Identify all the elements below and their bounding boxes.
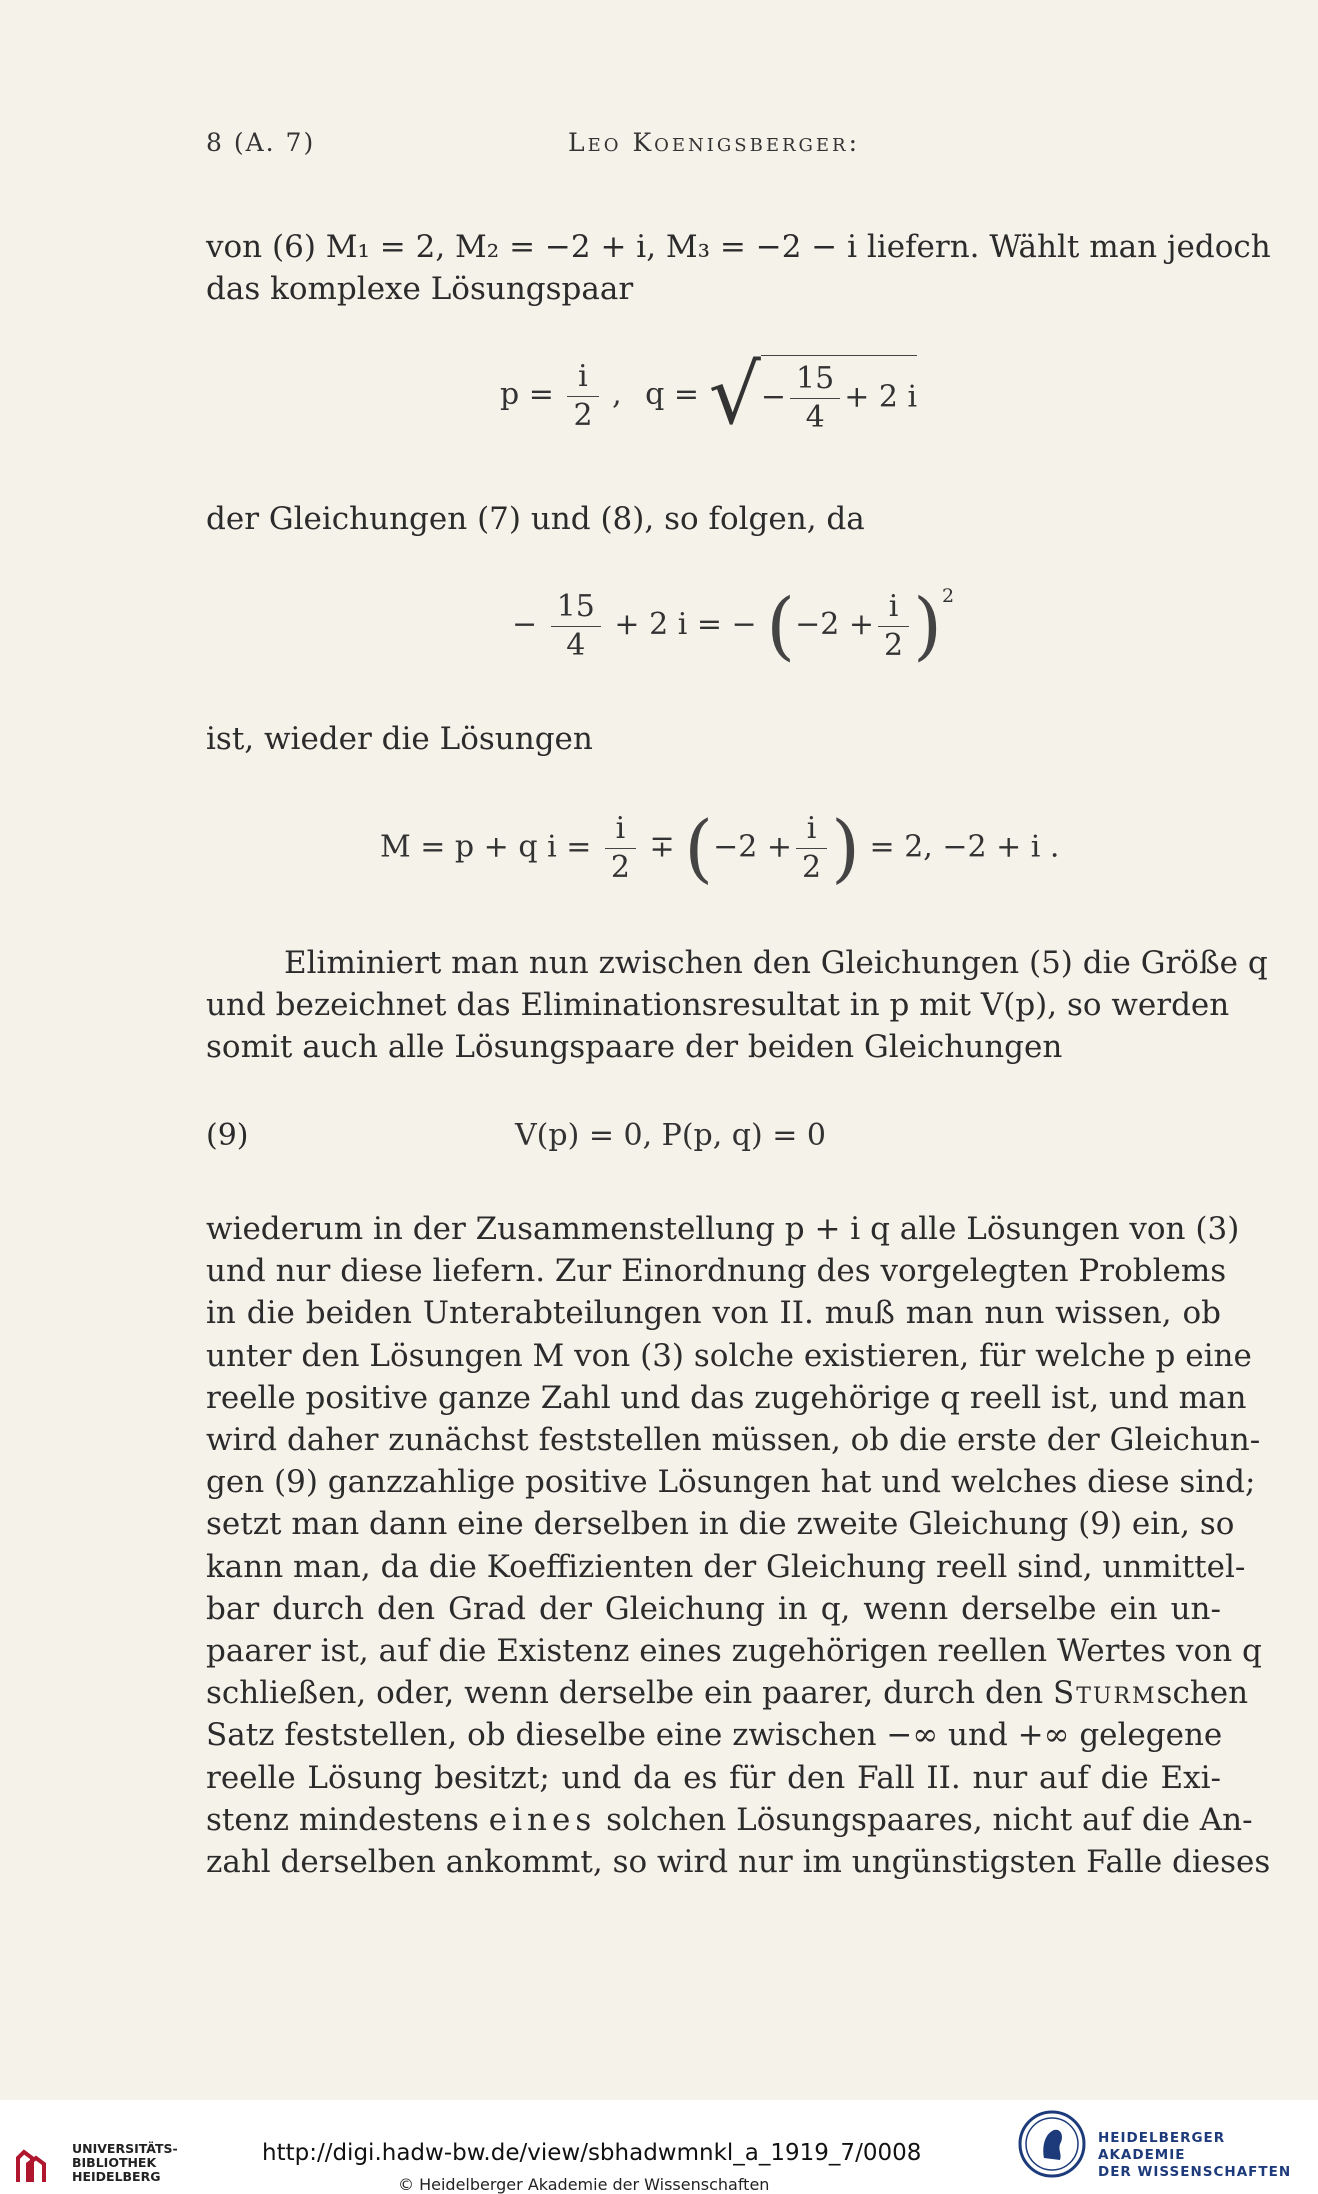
text-run: stenz mindestens xyxy=(206,1801,479,1838)
exponent: 2 xyxy=(941,585,955,607)
equation-9: V(p) = 0, P(p, q) = 0 xyxy=(515,1118,827,1153)
academy-seal-icon xyxy=(1018,2110,1086,2178)
academy-wordmark xyxy=(1098,2130,1318,2181)
text-line: unter den Lösungen M von (3) solche existieren, für welche p eine xyxy=(206,1337,1252,1374)
formula-text: −2 + xyxy=(713,829,793,865)
text-line: kann man, da die Koeffizienten der Gleichung reell sind, unmittel- xyxy=(206,1548,1246,1585)
text-line: Eliminiert man nun zwischen den Gleichungen (5) die Größe q xyxy=(284,945,1268,981)
text-line: somit auch alle Lösungspaare der beiden Gleichungen xyxy=(206,1029,1063,1066)
numerator: 15 xyxy=(790,360,840,399)
text-line: gen (9) ganzzahlige positive Lösungen hat und welches diese sind; xyxy=(206,1464,1256,1501)
formula-text: −2 + xyxy=(795,607,874,642)
fraction xyxy=(605,810,636,887)
emphasized-word: eines xyxy=(488,1801,597,1838)
formula-solutions-m xyxy=(380,805,1060,892)
fraction xyxy=(551,588,601,665)
text-line xyxy=(206,1799,1253,1841)
text-run: solchen Lösungspaares, nicht auf die An- xyxy=(606,1801,1253,1838)
radicand xyxy=(761,355,917,437)
page-number-header: 8 (A. 7) xyxy=(206,128,316,157)
running-header-author: Leo Koenigsberger: xyxy=(568,128,861,157)
formula-text: , xyxy=(612,377,622,412)
formula-text: − xyxy=(512,607,538,642)
text-line: wiederum in der Zusammenstellung p + i q alle Lösungen von (3) xyxy=(206,1211,1240,1247)
formula-identity xyxy=(512,583,955,669)
text-line: Satz feststellen, ob dieselbe eine zwischen −∞ und +∞ gelegene xyxy=(206,1717,1223,1754)
text-line: zahl derselben ankommt, so wird nur im ungünstigsten Falle dieses xyxy=(206,1844,1271,1881)
text-line xyxy=(206,1672,1249,1714)
denominator: 4 xyxy=(566,627,586,663)
denominator: 2 xyxy=(610,850,630,885)
numerator: i xyxy=(878,588,909,627)
right-paren: ) xyxy=(831,805,860,892)
formula-solution-pair xyxy=(500,348,918,443)
academy-line: DER WISSENSCHAFTEN xyxy=(1098,2164,1292,2180)
numerator: i xyxy=(605,810,636,849)
text-line: reelle Lösung besitzt; und da es für den Fall II. nur auf die Exi- xyxy=(206,1759,1221,1796)
formula-text: = 2, −2 + i . xyxy=(869,829,1060,865)
fraction xyxy=(878,588,909,665)
numerator: i xyxy=(567,358,598,397)
denominator: 4 xyxy=(805,400,825,435)
ub-line: HEIDELBERG xyxy=(72,2169,161,2184)
equation-number: (9) xyxy=(206,1118,249,1153)
text-line: und nur diese liefern. Zur Einordnung des vorgelegten Problems xyxy=(206,1253,1227,1290)
paragraph-3 xyxy=(206,718,1221,760)
text-line: ist, wieder die Lösungen xyxy=(206,721,593,757)
text-line: in die beiden Unterabteilungen von II. muß man nun wissen, ob xyxy=(206,1295,1221,1332)
text-line: bar durch den Grad der Gleichung in q, wenn derselbe ein un- xyxy=(206,1590,1221,1627)
text-line: das komplexe Lösungspaar xyxy=(206,271,634,308)
ub-heidelberg-logo-icon xyxy=(14,2148,48,2184)
numerator: i xyxy=(796,810,827,849)
left-paren: ( xyxy=(684,805,714,892)
denominator: 2 xyxy=(884,627,904,663)
right-paren: ) xyxy=(913,583,942,669)
formula-text: − xyxy=(760,379,787,415)
denominator: 2 xyxy=(573,397,593,433)
paragraph-1 xyxy=(206,226,1271,310)
text-run: schließen, oder, wenn derselbe ein paarer, durch den xyxy=(206,1675,1044,1712)
denominator: 2 xyxy=(802,850,822,885)
formula-text: q = xyxy=(645,377,700,412)
square-root-icon: √ xyxy=(708,348,761,443)
formula-text: ∓ xyxy=(649,829,675,865)
name-small-caps: Sturm xyxy=(1053,1675,1157,1712)
text-run: schen xyxy=(1156,1675,1249,1712)
paragraph-4-cont xyxy=(206,984,1230,1068)
numerator: 15 xyxy=(551,588,601,627)
paragraph-4 xyxy=(206,942,1268,984)
ub-line: BIBLIOTHEK xyxy=(72,2155,157,2170)
paragraph-5 xyxy=(206,1208,1271,1883)
fraction xyxy=(790,360,840,437)
fraction xyxy=(796,810,827,887)
left-paren: ( xyxy=(766,583,796,669)
fraction xyxy=(567,358,598,435)
text-line: wird daher zunächst feststellen müssen, ob die erste der Gleichun- xyxy=(206,1422,1261,1459)
copyright-notice: © Heidelberger Akademie der Wissenschaften xyxy=(398,2175,770,2194)
paragraph-2 xyxy=(206,498,1221,540)
ub-heidelberg-wordmark xyxy=(72,2142,178,2184)
text-line: von (6) M₁ = 2, M₂ = −2 + i, M₃ = −2 − i liefern. Wählt man jedoch xyxy=(206,229,1271,265)
text-line: und bezeichnet das Eliminationsresultat in p mit V(p), so werden xyxy=(206,987,1230,1023)
text-line: reelle positive ganze Zahl und das zugehörige q reell ist, und man xyxy=(206,1379,1247,1416)
ub-line: UNIVERSITÄTS- xyxy=(72,2141,178,2156)
permalink-url[interactable]: http://digi.hadw-bw.de/view/sbhadwmnkl_a_1919_7/0008 xyxy=(262,2140,922,2166)
formula-text: p = xyxy=(500,377,554,412)
formula-text: M = p + q i = xyxy=(380,829,592,865)
academy-line: HEIDELBERGER AKADEMIE xyxy=(1098,2130,1226,2163)
text-line: paarer ist, auf die Existenz eines zugehörigen reellen Wertes von q xyxy=(206,1633,1262,1670)
text-line: der Gleichungen (7) und (8), so folgen, da xyxy=(206,501,865,537)
formula-text: + 2 i = − xyxy=(614,607,757,642)
formula-text: + 2 i xyxy=(844,379,918,415)
text-line: setzt man dann eine derselben in die zweite Gleichung (9) ein, so xyxy=(206,1506,1235,1543)
